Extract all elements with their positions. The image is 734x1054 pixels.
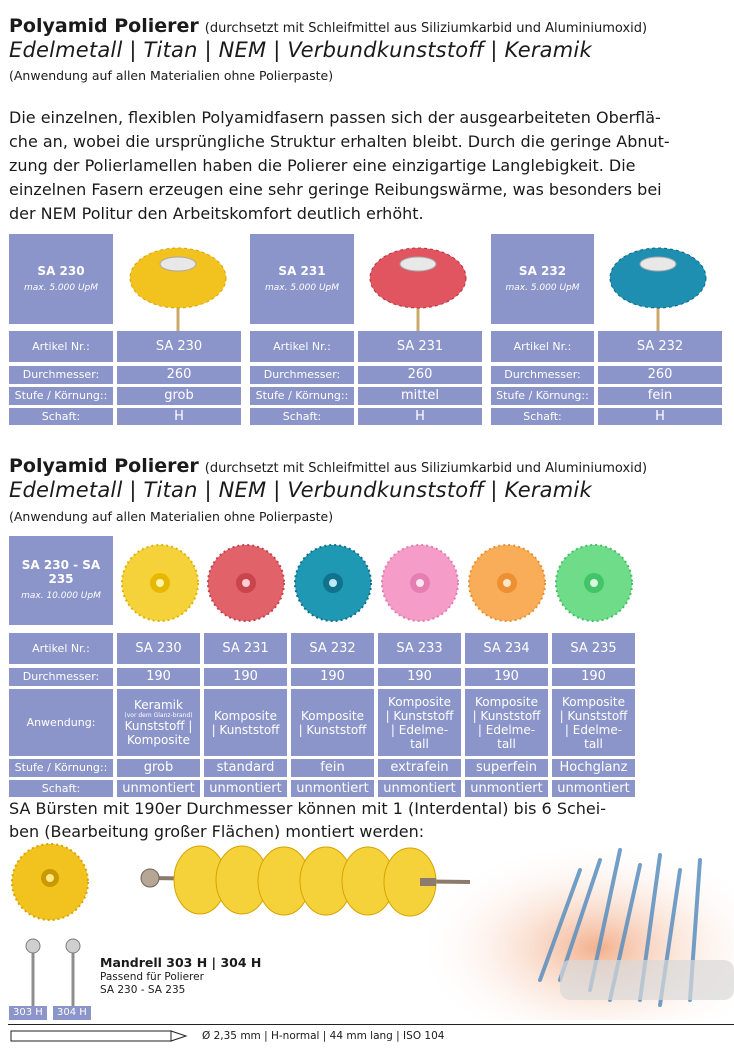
- anwendung-line: | Kunststoff: [472, 708, 541, 723]
- value-artikel: SA 231: [358, 331, 482, 362]
- brush-disc-image: [120, 236, 240, 336]
- section1-title: Polyamid Polierer: [9, 15, 199, 37]
- label-durchmesser: Durchmesser:: [250, 366, 354, 384]
- anwendung-line: Komposite: [562, 694, 625, 709]
- value-stufe: fein: [598, 387, 722, 405]
- value-schaft: unmontiert: [204, 780, 287, 797]
- value-durchmesser: 260: [598, 366, 722, 384]
- intro-line: Die einzelnen, flexiblen Polyamidfasern passen sich der ausgearbeiteten Oberflä-: [9, 108, 661, 127]
- value-schaft: unmontiert: [378, 780, 461, 797]
- anwendung-line: | Edelme-: [564, 722, 623, 737]
- value-stufe: extrafein: [378, 759, 461, 777]
- section1-materials: Edelmetall | Titan | NEM | Verbundkunststoff | Keramik: [9, 38, 592, 62]
- value-schaft: H: [358, 408, 482, 425]
- label-schaft: Schaft:: [9, 780, 113, 797]
- anwendung-line: Komposite: [388, 694, 451, 709]
- anwendung-line: | Kunststoff: [211, 722, 280, 737]
- product-rpm: max. 10.000 UpM: [21, 591, 101, 601]
- section2-note: (durchsetzt mit Schleifmittel aus Siliziumkarbid und Aluminiumoxid): [204, 461, 648, 476]
- label-artikel: Artikel Nr.:: [250, 331, 354, 362]
- product-code: SA 230 - SA 235: [21, 558, 101, 586]
- anwendung-line: | Edelme-: [477, 722, 536, 737]
- label-artikel: Artikel Nr.:: [9, 331, 113, 362]
- product-header: [9, 536, 113, 625]
- product-rpm: max. 5.000 UpM: [264, 282, 340, 293]
- value-durchmesser: 190: [117, 668, 200, 686]
- brush-disc-image: [551, 540, 637, 626]
- value-anwendung: [552, 689, 635, 756]
- section2-title: Polyamid Polierer: [9, 455, 199, 477]
- anwendung-small-note: (vor dem Glanz-brand): [124, 712, 193, 719]
- intro-line: zung der Polierlamellen haben die Polierer eine einzigartige Langlebigkeit. Die: [9, 156, 636, 175]
- brush-disc-image: [600, 236, 720, 336]
- section2-usage: (Anwendung auf allen Materialien ohne Polierpaste): [9, 509, 334, 524]
- value-durchmesser: 190: [465, 668, 548, 686]
- product-header: [250, 234, 354, 324]
- anwendung-line: Komposite: [475, 694, 538, 709]
- product-code: SA 232: [518, 263, 567, 278]
- value-anwendung: [204, 689, 287, 756]
- mandrel-line: SA 230 - SA 235: [100, 984, 186, 996]
- value-anwendung: [291, 689, 374, 756]
- value-stufe: standard: [204, 759, 287, 777]
- product-header: [491, 234, 594, 324]
- intro-line: che an, wobei die ursprüngliche Struktur erhalten bleibt. Durch die geringe Abnut-: [9, 132, 670, 151]
- value-anwendung: [465, 689, 548, 756]
- label-artikel: Artikel Nr.:: [9, 633, 113, 664]
- anwendung-line: | Kunststoff: [559, 708, 628, 723]
- value-schaft: unmontiert: [465, 780, 548, 797]
- product-code: SA 230: [37, 263, 85, 278]
- brush-disc-image: [377, 540, 463, 626]
- value-artikel: SA 233: [378, 633, 461, 664]
- label-stufe: Stufe / Körnung::: [9, 387, 113, 405]
- footer-rule: [8, 1024, 734, 1025]
- value-artikel: SA 232: [598, 331, 722, 362]
- section2-materials: Edelmetall | Titan | NEM | Verbundkunststoff | Keramik: [9, 478, 592, 502]
- brush-disc-image: [464, 540, 550, 626]
- value-durchmesser: 190: [204, 668, 287, 686]
- label-schaft: Schaft:: [250, 408, 354, 425]
- mandrel-title: Mandrell 303 H | 304 H: [100, 955, 262, 970]
- brush-disc-image: [203, 540, 289, 626]
- anwendung-line: | Kunststoff: [298, 722, 367, 737]
- value-anwendung: [117, 689, 200, 756]
- label-anwendung: Anwendung:: [9, 689, 113, 756]
- value-stufe: fein: [291, 759, 374, 777]
- section1-note: (durchsetzt mit Schleifmittel aus Siliziumkarbid und Aluminiumoxid): [204, 21, 648, 36]
- value-artikel: SA 234: [465, 633, 548, 664]
- anwendung-line: Komposite: [214, 708, 277, 723]
- intro-line: der NEM Politur den Arbeitskomfort deutlich erhöht.: [9, 204, 424, 223]
- product-rpm: max. 5.000 UpM: [505, 282, 580, 293]
- intro-line: einzelnen Fasern erzeugen eine sehr geringe Reibungswärme, was besonders bei: [9, 180, 662, 199]
- anwendung-line: Komposite: [301, 708, 364, 723]
- value-artikel: SA 235: [552, 633, 635, 664]
- value-durchmesser: 190: [291, 668, 374, 686]
- anwendung-line: Komposite: [127, 733, 190, 747]
- anwendung-line: tall: [497, 736, 516, 751]
- mount-line: ben (Bearbeitung großer Flächen) montiert werden:: [9, 822, 425, 841]
- brush-disc-image: [290, 540, 376, 626]
- product-rpm: max. 5.000 UpM: [23, 282, 99, 293]
- value-schaft: unmontiert: [291, 780, 374, 797]
- anwendung-line: | Kunststoff: [385, 708, 454, 723]
- anwendung-line: | Edelme-: [390, 722, 449, 737]
- label-durchmesser: Durchmesser:: [9, 366, 113, 384]
- value-artikel: SA 230: [117, 331, 241, 362]
- value-schaft: unmontiert: [117, 780, 200, 797]
- mandrel-tag-304h: 304 H: [53, 1006, 91, 1020]
- label-stufe: Stufe / Körnung::: [491, 387, 594, 405]
- section2-title-line: [9, 455, 647, 480]
- value-schaft: unmontiert: [552, 780, 635, 797]
- value-anwendung: [378, 689, 461, 756]
- label-stufe: Stufe / Körnung::: [250, 387, 354, 405]
- value-stufe: superfein: [465, 759, 548, 777]
- value-durchmesser: 190: [378, 668, 461, 686]
- mandrel-description: [100, 971, 204, 997]
- product-header: [9, 234, 113, 324]
- brush-disc-image: [360, 236, 480, 336]
- mandrel-line: Passend für Polierer: [100, 971, 204, 983]
- label-durchmesser: Durchmesser:: [491, 366, 594, 384]
- mount-paragraph: [9, 797, 729, 843]
- footer-specs: Ø 2,35 mm | H-normal | 44 mm lang | ISO 104: [202, 1030, 445, 1042]
- intro-paragraph: [9, 106, 729, 226]
- label-artikel: Artikel Nr.:: [491, 331, 594, 362]
- value-stufe: grob: [117, 759, 200, 777]
- anwendung-line: Keramik: [134, 698, 183, 712]
- value-stufe: grob: [117, 387, 241, 405]
- value-durchmesser: 260: [358, 366, 482, 384]
- section1-title-line: [9, 15, 647, 40]
- label-durchmesser: Durchmesser:: [9, 668, 113, 686]
- label-stufe: Stufe / Körnung::: [9, 759, 113, 777]
- anwendung-line: tall: [410, 736, 429, 751]
- shaft-drawing-icon: [10, 1028, 190, 1044]
- value-stufe: mittel: [358, 387, 482, 405]
- value-artikel: SA 232: [291, 633, 374, 664]
- mandrel-tag-303h: 303 H: [9, 1006, 47, 1020]
- anwendung-line: tall: [584, 736, 603, 751]
- label-schaft: Schaft:: [9, 408, 113, 425]
- value-durchmesser: 260: [117, 366, 241, 384]
- brush-disc-image: [117, 540, 203, 626]
- label-schaft: Schaft:: [491, 408, 594, 425]
- value-schaft: H: [598, 408, 722, 425]
- product-code: SA 231: [278, 263, 326, 278]
- value-artikel: SA 231: [204, 633, 287, 664]
- anwendung-line: Kunststoff |: [124, 719, 193, 733]
- mount-line: SA Bürsten mit 190er Durchmesser können mit 1 (Interdental) bis 6 Schei-: [9, 799, 606, 818]
- section1-usage: (Anwendung auf allen Materialien ohne Polierpaste): [9, 68, 334, 83]
- value-durchmesser: 190: [552, 668, 635, 686]
- value-schaft: H: [117, 408, 241, 425]
- value-artikel: SA 230: [117, 633, 200, 664]
- value-stufe: Hochglanz: [552, 759, 635, 777]
